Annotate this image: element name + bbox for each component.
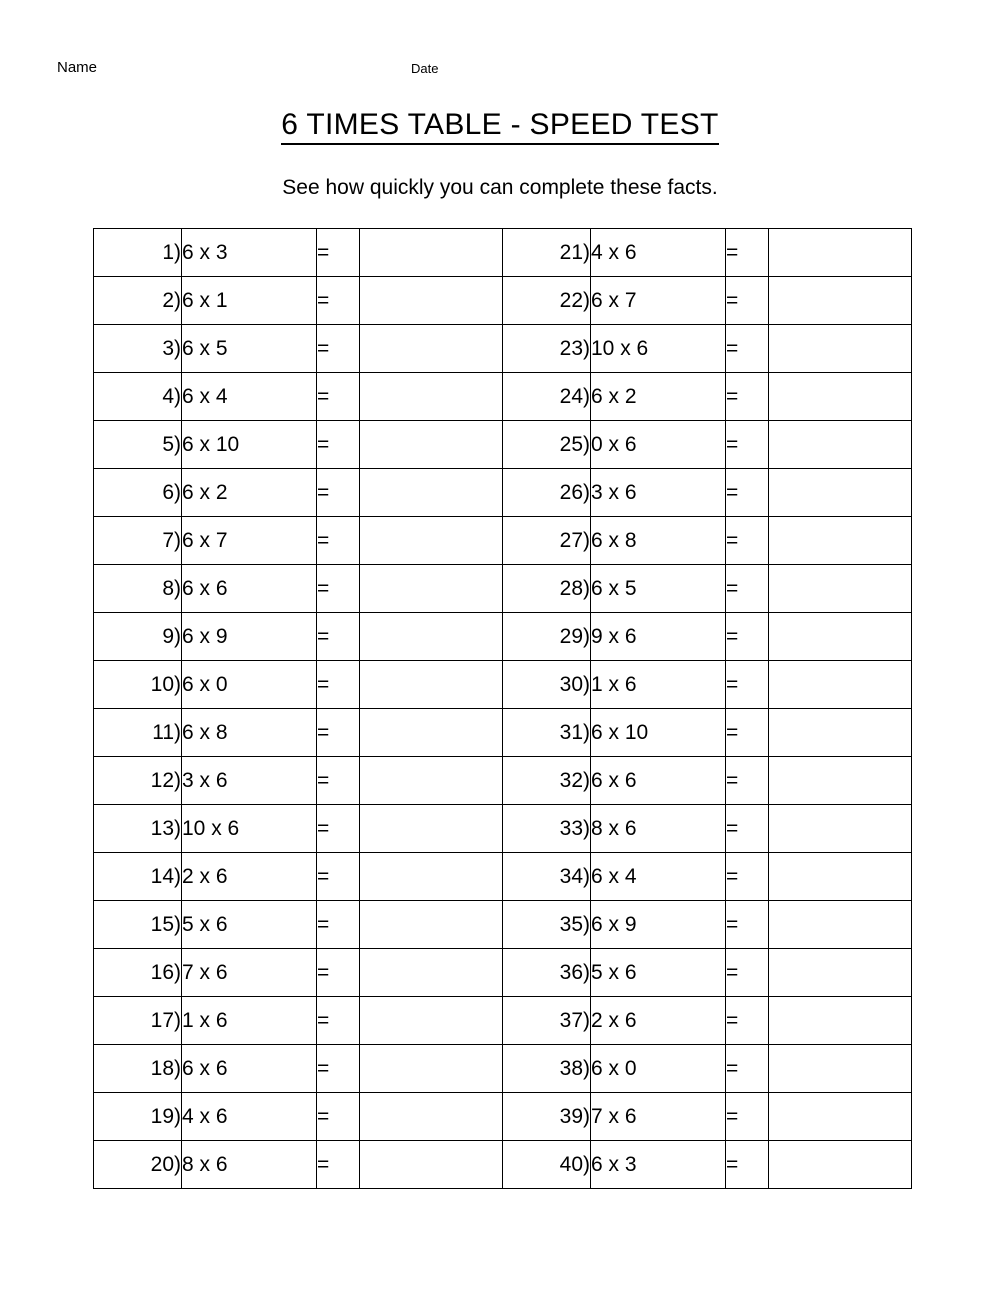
question-fact: 1 x 6: [591, 661, 726, 709]
question-number: 5): [94, 421, 182, 469]
equals-sign: =: [726, 613, 769, 661]
equals-sign: =: [726, 661, 769, 709]
table-row: [94, 373, 912, 421]
equals-sign: =: [726, 277, 769, 325]
answer-box[interactable]: [769, 373, 912, 421]
equals-sign: =: [317, 757, 360, 805]
answer-box[interactable]: [360, 805, 503, 853]
equals-sign: =: [317, 661, 360, 709]
answer-box[interactable]: [360, 565, 503, 613]
question-number: 26): [503, 469, 591, 517]
equals-sign: =: [726, 373, 769, 421]
question-fact: 5 x 6: [182, 901, 317, 949]
equals-sign: =: [317, 421, 360, 469]
question-number: 2): [94, 277, 182, 325]
answer-box[interactable]: [360, 469, 503, 517]
equals-sign: =: [726, 469, 769, 517]
answer-box[interactable]: [360, 1093, 503, 1141]
question-fact: 9 x 6: [591, 613, 726, 661]
question-fact: 6 x 2: [591, 373, 726, 421]
table-row: [94, 469, 912, 517]
question-fact: 8 x 6: [591, 805, 726, 853]
answer-box[interactable]: [360, 949, 503, 997]
equals-sign: =: [726, 1045, 769, 1093]
date-label: Date: [411, 61, 439, 76]
question-number: 35): [503, 901, 591, 949]
question-fact: 7 x 6: [182, 949, 317, 997]
question-fact: 6 x 1: [182, 277, 317, 325]
answer-box[interactable]: [360, 1141, 503, 1189]
answer-box[interactable]: [769, 805, 912, 853]
table-row: [94, 901, 912, 949]
question-fact: 6 x 6: [182, 1045, 317, 1093]
question-fact: 6 x 6: [591, 757, 726, 805]
question-fact: 6 x 4: [591, 853, 726, 901]
answer-box[interactable]: [360, 613, 503, 661]
table-row: [94, 1093, 912, 1141]
question-fact: 6 x 10: [591, 709, 726, 757]
question-number: 33): [503, 805, 591, 853]
page-title: [0, 108, 1000, 142]
question-number: 17): [94, 997, 182, 1045]
equals-sign: =: [726, 517, 769, 565]
question-fact: 6 x 3: [182, 229, 317, 277]
question-number: 20): [94, 1141, 182, 1189]
question-number: 12): [94, 757, 182, 805]
table-row: [94, 613, 912, 661]
answer-box[interactable]: [769, 757, 912, 805]
equals-sign: =: [317, 565, 360, 613]
question-number: 9): [94, 613, 182, 661]
equals-sign: =: [317, 277, 360, 325]
worksheet-meta: [0, 58, 1000, 78]
table-row: [94, 421, 912, 469]
question-number: 40): [503, 1141, 591, 1189]
answer-box[interactable]: [769, 1141, 912, 1189]
equals-sign: =: [317, 949, 360, 997]
question-fact: 2 x 6: [591, 997, 726, 1045]
question-fact: 6 x 0: [591, 1045, 726, 1093]
answer-box[interactable]: [769, 997, 912, 1045]
question-fact: 4 x 6: [182, 1093, 317, 1141]
question-fact: 6 x 9: [182, 613, 317, 661]
equals-sign: =: [317, 805, 360, 853]
equals-sign: =: [726, 901, 769, 949]
question-number: 18): [94, 1045, 182, 1093]
answer-box[interactable]: [360, 901, 503, 949]
question-number: 23): [503, 325, 591, 373]
equals-sign: =: [317, 1141, 360, 1189]
question-number: 16): [94, 949, 182, 997]
equals-sign: =: [317, 997, 360, 1045]
answer-box[interactable]: [360, 757, 503, 805]
equals-sign: =: [726, 421, 769, 469]
question-fact: 6 x 2: [182, 469, 317, 517]
equals-sign: =: [317, 469, 360, 517]
question-fact: 3 x 6: [182, 757, 317, 805]
question-number: 6): [94, 469, 182, 517]
question-fact: 6 x 7: [591, 277, 726, 325]
question-number: 39): [503, 1093, 591, 1141]
answer-box[interactable]: [769, 565, 912, 613]
question-fact: 6 x 3: [591, 1141, 726, 1189]
answer-box[interactable]: [360, 277, 503, 325]
question-fact: 1 x 6: [182, 997, 317, 1045]
name-label: Name: [57, 59, 98, 76]
question-fact: 6 x 8: [182, 709, 317, 757]
question-number: 4): [94, 373, 182, 421]
question-number: 1): [94, 229, 182, 277]
questions-table: [93, 228, 912, 1189]
answer-box[interactable]: [769, 613, 912, 661]
equals-sign: =: [317, 853, 360, 901]
table-row: [94, 949, 912, 997]
question-fact: 3 x 6: [591, 469, 726, 517]
question-number: 24): [503, 373, 591, 421]
table-row: [94, 853, 912, 901]
table-row: [94, 517, 912, 565]
question-number: 19): [94, 1093, 182, 1141]
answer-box[interactable]: [360, 853, 503, 901]
answer-box[interactable]: [360, 1045, 503, 1093]
question-number: 15): [94, 901, 182, 949]
answer-box[interactable]: [360, 517, 503, 565]
question-number: 11): [94, 709, 182, 757]
question-fact: 6 x 9: [591, 901, 726, 949]
answer-box[interactable]: [769, 1093, 912, 1141]
equals-sign: =: [317, 1045, 360, 1093]
table-row: [94, 709, 912, 757]
question-number: 37): [503, 997, 591, 1045]
table-row: [94, 757, 912, 805]
answer-box[interactable]: [769, 277, 912, 325]
table-row: [94, 661, 912, 709]
question-number: 22): [503, 277, 591, 325]
table-row: [94, 277, 912, 325]
table-row: [94, 325, 912, 373]
answer-box[interactable]: [360, 373, 503, 421]
equals-sign: =: [726, 949, 769, 997]
question-fact: 10 x 6: [182, 805, 317, 853]
question-number: 25): [503, 421, 591, 469]
question-fact: 6 x 7: [182, 517, 317, 565]
equals-sign: =: [317, 325, 360, 373]
answer-box[interactable]: [360, 421, 503, 469]
answer-box[interactable]: [769, 325, 912, 373]
equals-sign: =: [726, 997, 769, 1045]
question-number: 30): [503, 661, 591, 709]
question-fact: 6 x 0: [182, 661, 317, 709]
answer-box[interactable]: [769, 901, 912, 949]
equals-sign: =: [726, 565, 769, 613]
question-number: 21): [503, 229, 591, 277]
question-number: 29): [503, 613, 591, 661]
answer-box[interactable]: [769, 1045, 912, 1093]
table-row: [94, 805, 912, 853]
answer-box[interactable]: [769, 709, 912, 757]
answer-box[interactable]: [360, 229, 503, 277]
question-fact: 6 x 6: [182, 565, 317, 613]
answer-box[interactable]: [769, 469, 912, 517]
question-fact: 10 x 6: [591, 325, 726, 373]
equals-sign: =: [317, 613, 360, 661]
question-number: 3): [94, 325, 182, 373]
question-fact: 6 x 10: [182, 421, 317, 469]
question-number: 32): [503, 757, 591, 805]
equals-sign: =: [726, 1093, 769, 1141]
question-fact: 6 x 5: [591, 565, 726, 613]
table-row: [94, 229, 912, 277]
question-fact: 5 x 6: [591, 949, 726, 997]
answer-box[interactable]: [769, 853, 912, 901]
equals-sign: =: [726, 709, 769, 757]
question-fact: 6 x 5: [182, 325, 317, 373]
table-row: [94, 1141, 912, 1189]
answer-box[interactable]: [360, 661, 503, 709]
question-number: 38): [503, 1045, 591, 1093]
equals-sign: =: [726, 805, 769, 853]
equals-sign: =: [726, 757, 769, 805]
question-fact: 4 x 6: [591, 229, 726, 277]
equals-sign: =: [317, 229, 360, 277]
question-fact: 7 x 6: [591, 1093, 726, 1141]
answer-box[interactable]: [769, 421, 912, 469]
table-row: [94, 1045, 912, 1093]
question-fact: 6 x 4: [182, 373, 317, 421]
answer-box[interactable]: [769, 229, 912, 277]
question-fact: 0 x 6: [591, 421, 726, 469]
equals-sign: =: [726, 229, 769, 277]
question-number: 36): [503, 949, 591, 997]
question-fact: 6 x 8: [591, 517, 726, 565]
answer-box[interactable]: [769, 661, 912, 709]
answer-box[interactable]: [360, 997, 503, 1045]
question-fact: 2 x 6: [182, 853, 317, 901]
question-number: 27): [503, 517, 591, 565]
question-number: 14): [94, 853, 182, 901]
answer-box[interactable]: [360, 325, 503, 373]
equals-sign: =: [317, 709, 360, 757]
page-subtitle: See how quickly you can complete these facts.: [282, 176, 718, 199]
question-number: 10): [94, 661, 182, 709]
question-number: 28): [503, 565, 591, 613]
question-number: 31): [503, 709, 591, 757]
answer-box[interactable]: [360, 709, 503, 757]
answer-box[interactable]: [769, 517, 912, 565]
answer-box[interactable]: [769, 949, 912, 997]
equals-sign: =: [726, 325, 769, 373]
question-number: 34): [503, 853, 591, 901]
table-row: [94, 997, 912, 1045]
page-title-text: 6 TIMES TABLE - SPEED TEST: [281, 108, 718, 145]
table-row: [94, 565, 912, 613]
equals-sign: =: [317, 373, 360, 421]
question-number: 7): [94, 517, 182, 565]
question-fact: 8 x 6: [182, 1141, 317, 1189]
question-number: 8): [94, 565, 182, 613]
equals-sign: =: [317, 517, 360, 565]
equals-sign: =: [726, 1141, 769, 1189]
equals-sign: =: [317, 1093, 360, 1141]
equals-sign: =: [726, 853, 769, 901]
equals-sign: =: [317, 901, 360, 949]
question-number: 13): [94, 805, 182, 853]
